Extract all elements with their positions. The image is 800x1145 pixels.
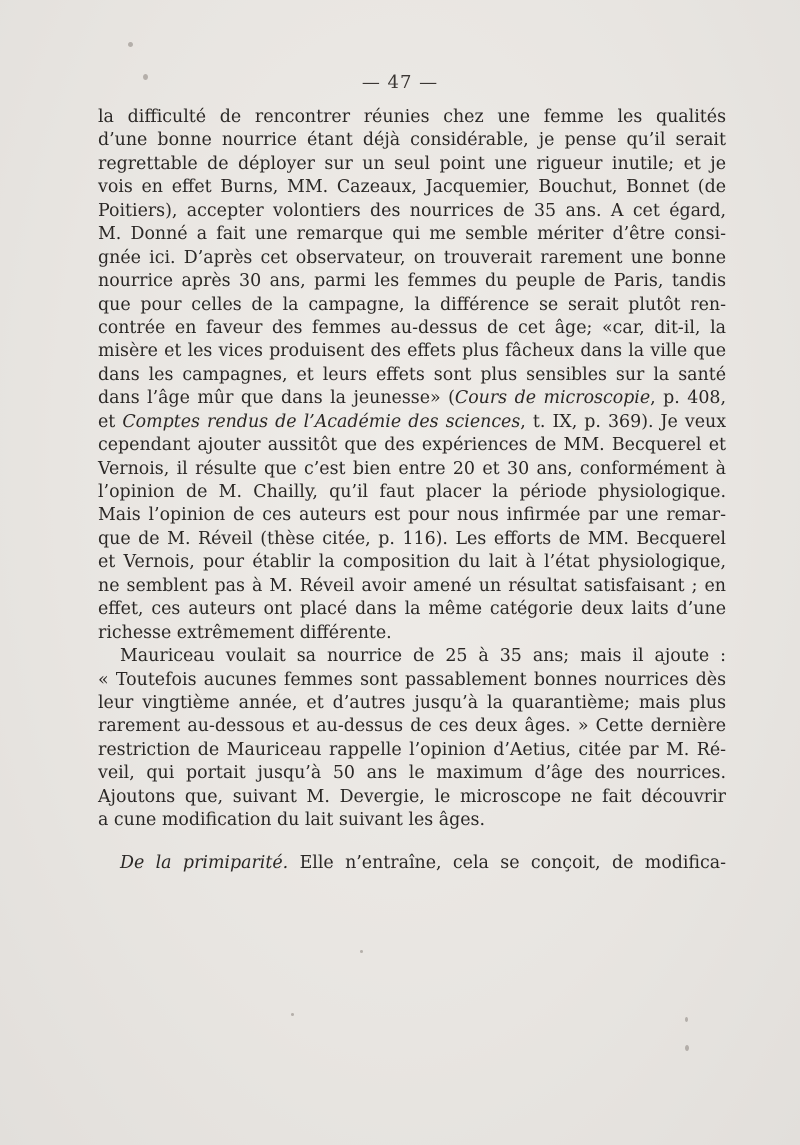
- text-line: Mais l’opinion de ces auteurs est pour nous infirmée par une remar-: [98, 505, 726, 526]
- text-line: contrée en faveur des femmes au-dessus de cet âge; «car, dit-il, la: [98, 317, 726, 338]
- text-line-citation: [98, 411, 726, 434]
- text-line: que pour celles de la campagne, la différence se serait plutôt ren-: [98, 294, 726, 315]
- text-fragment: et: [98, 411, 123, 432]
- text-line: Mauriceau voulait sa nourrice de 25 à 35 ans; mais il ajoute :: [120, 646, 726, 667]
- text-line: que de M. Réveil (thèse citée, p. 116). Les efforts de MM. Becquerel: [98, 528, 726, 549]
- text-line: et Vernois, pour établir la composition du lait à l’état physiologique,: [98, 552, 726, 573]
- text-line: la difficulté de rencontrer réunies chez une femme les qualités: [98, 107, 726, 127]
- text-line: Vernois, il résulte que c’est bien entre 20 et 30 ans, conformément à: [98, 458, 726, 479]
- text-line: veil, qui portait jusqu’à 50 ans le maximum d’âge des nourrices.: [98, 763, 726, 784]
- text-line: M. Donné a fait une remarque qui me semble mériter d’être consi-: [98, 224, 726, 245]
- text-line: vois en effet Burns, MM. Cazeaux, Jacquemier, Bouchut, Bonnet (de: [98, 177, 726, 198]
- text-line: restriction de Mauriceau rappelle l’opinion d’Aetius, citée par M. Ré-: [98, 739, 726, 760]
- text-line: effet, ces auteurs ont placé dans la même catégorie deux laits d’une: [98, 599, 726, 620]
- text-line-citation: [98, 387, 726, 410]
- text-fragment: , p. 408,: [650, 388, 726, 409]
- text-line: rarement au-dessous et au-dessus de ces deux âges. » Cette dernière: [98, 716, 726, 737]
- citation-title: Cours de microscopie: [454, 388, 651, 409]
- text-line: nourrice après 30 ans, parmi les femmes du peuple de Paris, tandis: [98, 271, 726, 292]
- page-number: — 47 —: [361, 72, 439, 93]
- citation-title: Comptes rendus de l’Académie des sciences: [122, 411, 521, 432]
- text-line: gnée ici. D’après cet observateur, on trouverait rarement une bonne: [98, 247, 726, 268]
- ink-speck: [685, 1045, 689, 1051]
- text-line: cependant ajouter aussitôt que des expériences de MM. Becquerel et: [98, 435, 726, 456]
- text-line: a cune modification du lait suivant les âges.: [98, 810, 485, 831]
- ink-speck: [360, 950, 363, 953]
- body-text: [98, 106, 726, 875]
- ink-speck: [685, 1017, 688, 1022]
- text-line: leur vingtième année, et d’autres jusqu’à la quarantième; mais plus: [98, 692, 726, 713]
- text-line: « Toutefois aucunes femmes sont passablement bonnes nourrices dès: [98, 669, 726, 690]
- text-line: l’opinion de M. Chailly, qu’il faut placer la période physiologique.: [98, 482, 726, 502]
- text-line: d’une bonne nourrice étant déjà considérable, je pense qu’il serait: [98, 130, 726, 151]
- text-line: regrettable de déployer sur un seul point une rigueur inutile; et je: [98, 153, 726, 174]
- text-line: misère et les vices produisent des effets plus fâcheux dans la ville que: [98, 341, 726, 362]
- text-line: dans les campagnes, et leurs effets sont plus sensibles sur la santé: [98, 364, 726, 385]
- text-fragment: dans l’âge mûr que dans la jeunesse» (: [98, 388, 455, 409]
- section-text: Elle n’entraîne, cela se conçoit, de modifica-: [288, 852, 726, 873]
- ink-speck: [291, 1013, 294, 1016]
- ink-speck: [128, 42, 133, 47]
- text-line: richesse extrêmement différente.: [98, 622, 392, 643]
- text-line: Poitiers), accepter volontiers des nourrices de 35 ans. A cet égard,: [98, 200, 726, 221]
- text-line: Ajoutons que, suivant M. Devergie, le microscope ne fait découvrir: [98, 786, 726, 807]
- text-fragment: , t. IX, p. 369). Je veux: [520, 411, 727, 432]
- section-line: [98, 852, 726, 875]
- text-line: ne semblent pas à M. Réveil avoir amené un résultat satisfaisant ; en: [98, 575, 726, 596]
- ink-speck: [143, 74, 148, 80]
- section-heading: De la primiparité.: [120, 852, 289, 873]
